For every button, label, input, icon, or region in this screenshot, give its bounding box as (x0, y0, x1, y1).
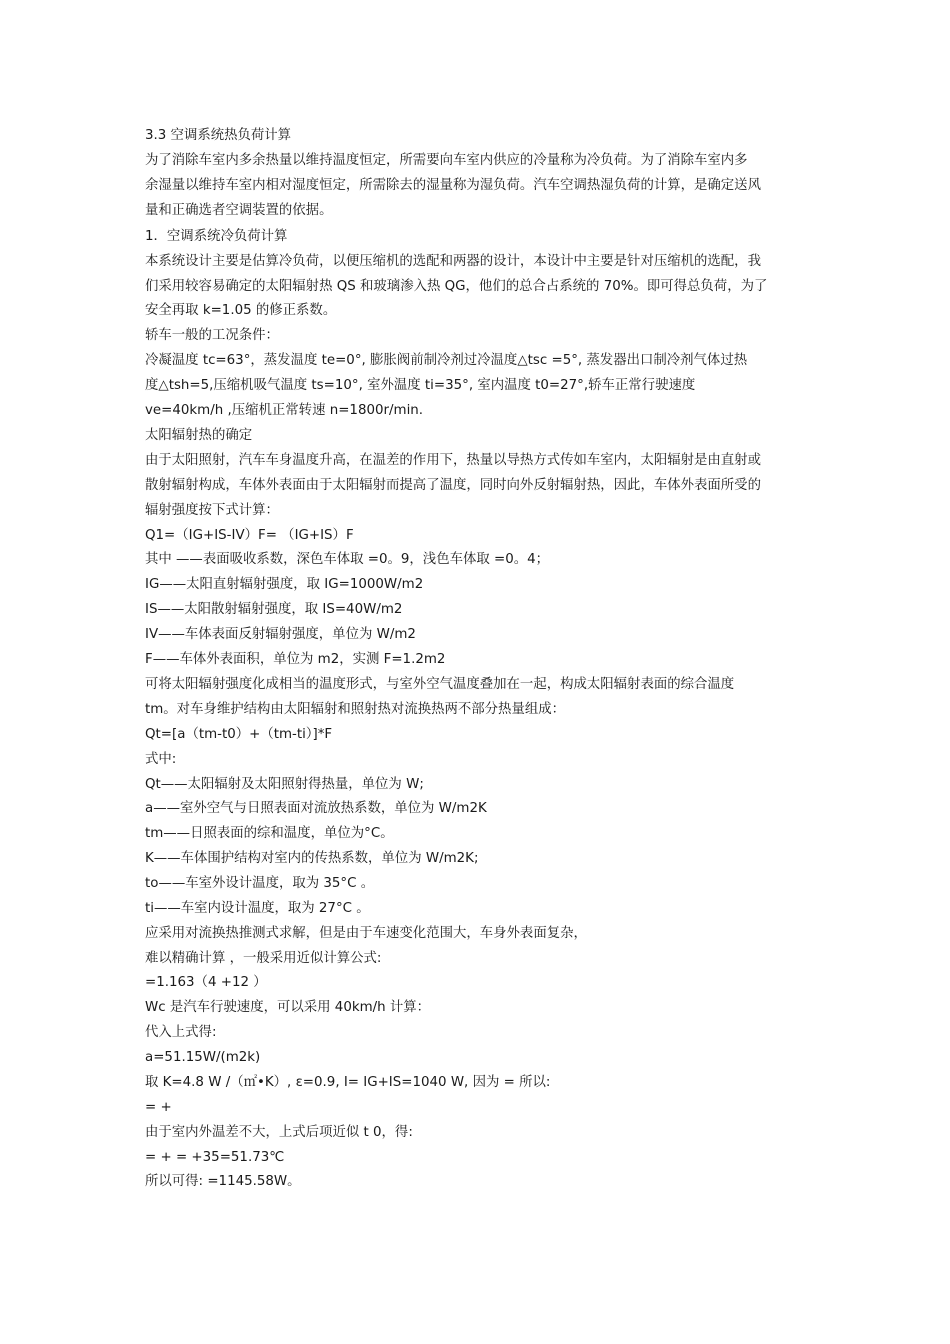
text-line: 余湿量以维持车室内相对湿度恒定，所需除去的湿量称为湿负荷。汽车空调热湿负荷的计算，是确定送风 (145, 178, 761, 193)
text-line: Wc 是汽车行驶速度，可以采用 40km/h 计算： (145, 1000, 431, 1015)
text-line: ve=40km/h ,压缩机正常转速 n=1800r/min. (145, 403, 424, 418)
text-line: 散射辐射构成，车体外表面由于太阳辐射而提高了温度，同时向外反射辐射热，因此，车体外表面所受的 (145, 478, 761, 493)
text-line: 由于太阳照射，汽车车身温度升高，在温差的作用下，热量以导热方式传如车室内，太阳辐射是由直射或 (145, 453, 761, 468)
text-line: 辐射强度按下式计算： (145, 503, 279, 518)
text-line: 为了消除车室内多余热量以维持温度恒定，所需要向车室内供应的冷量称为冷负荷。为了消除车室内多 (145, 153, 748, 168)
text-line: 取 K=4.8 W /（㎡•K）, ε=0.9, I= IG+IS=1040 W, 因为 = 所以: (145, 1075, 551, 1090)
formula-line: =1.163（4 +12 ） (145, 975, 267, 990)
section-heading: 3.3 空调系统热负荷计算 (145, 128, 292, 143)
text-line: tm。对车身维护结构由太阳辐射和照射热对流换热两不部分热量组成： (145, 702, 566, 717)
text-line: 由于室内外温差不大，上式后项近似 t 0，得: (145, 1125, 413, 1140)
text-line: 轿车一般的工况条件： (145, 328, 279, 343)
text-line: 式中: (145, 752, 177, 767)
text-line: 其中 ——表面吸收系数，深色车体取 =0。9，浅色车体取 =0。4； (145, 552, 550, 567)
text-line: tm——日照表面的综和温度，单位为°C。 (145, 826, 394, 841)
formula-line: Qt=[a（tm-t0）+（tm-ti）]*F (145, 727, 333, 742)
formula-line: = + (145, 1100, 172, 1115)
text-line: ti——车室内设计温度，取为 27°C 。 (145, 901, 370, 916)
subsection-heading: 太阳辐射热的确定 (145, 428, 253, 443)
text-line: F——车体外表面积，单位为 m2，实测 F=1.2m2 (145, 652, 446, 667)
formula-line: = + = +35=51.73℃ (145, 1150, 285, 1165)
subsection-heading: 1．空调系统冷负荷计算 (145, 229, 288, 244)
text-line: 所以可得: =1145.58W。 (145, 1174, 301, 1189)
formula-line: a=51.15W/(m2k) (145, 1050, 261, 1065)
text-line: 代入上式得: (145, 1025, 217, 1040)
formula-line: Q1=（IG+IS-IV）F= （IG+IS）F (145, 528, 354, 543)
text-line: Qt——太阳辐射及太阳照射得热量，单位为 W; (145, 777, 424, 792)
text-line: IG——太阳直射辐射强度，取 IG=1000W/m2 (145, 577, 424, 592)
text-line: 难以精确计算 ，一般采用近似计算公式: (145, 951, 382, 966)
text-line: 量和正确选者空调装置的依据。 (145, 203, 333, 218)
text-line: K——车体围护结构对室内的传热系数，单位为 W/m2K; (145, 851, 479, 866)
text-line: 们采用较容易确定的太阳辐射热 QS 和玻璃渗入热 QG，他们的总合占系统的 70%。即可得总负荷，为了 (145, 279, 768, 294)
text-line: to——车室外设计温度，取为 35°C 。 (145, 876, 375, 891)
text-line: IS——太阳散射辐射强度，取 IS=40W/m2 (145, 602, 403, 617)
text-line: 度△tsh=5,压缩机吸气温度 ts=10°, 室外温度 ti=35°, 室内温度 t0=27°,轿车正常行驶速度 (145, 378, 696, 393)
text-line: 本系统设计主要是估算冷负荷，以便压缩机的选配和两器的设计，本设计中主要是针对压缩机的选配，我 (145, 254, 761, 269)
text-line: IV——车体表面反射辐射强度，单位为 W/m2 (145, 627, 416, 642)
text-line: a——室外空气与日照表面对流放热系数，单位为 W/m2K (145, 801, 487, 816)
text-line: 冷凝温度 tc=63°，蒸发温度 te=0°, 膨胀阀前制冷剂过冷温度△tsc =5°, 蒸发器出口制冷剂气体过热 (145, 353, 748, 368)
text-line: 安全再取 k=1.05 的修正系数。 (145, 303, 337, 318)
text-line: 可将太阳辐射强度化成相当的温度形式，与室外空气温度叠加在一起，构成太阳辐射表面的综合温度 (145, 677, 735, 692)
text-line: 应采用对流换热推测式求解，但是由于车速变化范围大，车身外表面复杂， (145, 926, 587, 941)
